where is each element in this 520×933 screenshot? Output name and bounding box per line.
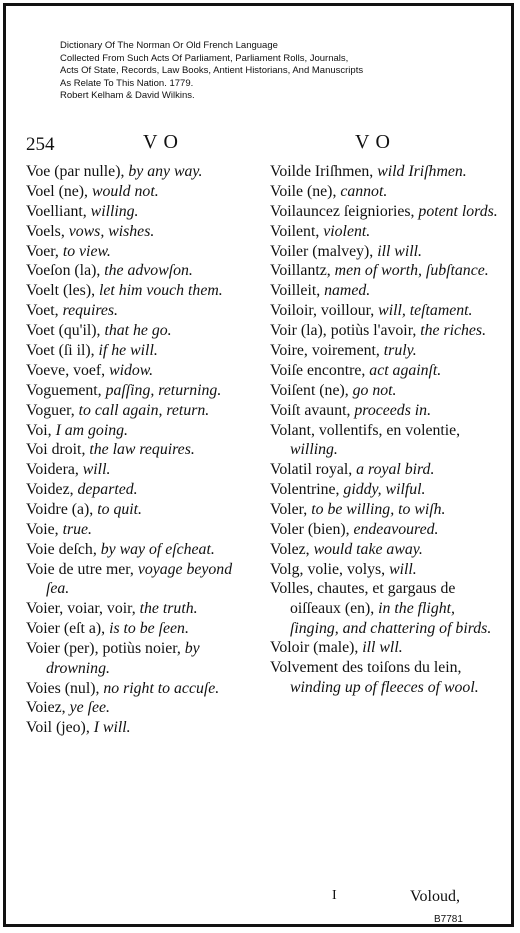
header-line: Collected From Such Acts Of Parliament, Parliament Rolls, Journals, (60, 52, 349, 64)
dictionary-entry (270, 560, 504, 580)
dictionary-entry (26, 381, 258, 401)
entry-term: Voiler (malvey), (270, 242, 378, 260)
entry-definition: the riches. (420, 322, 487, 340)
entry-term: Voe (par nulle), (26, 163, 129, 180)
entry-term: Voie, (26, 521, 63, 539)
entry-definition: giddy, wilful. (343, 480, 426, 498)
entry-definition: the truth. (139, 600, 198, 618)
entry-term: Voier (per), potiùs noier, (26, 640, 185, 658)
entry-definition: paſſing, returning. (105, 381, 222, 399)
entry-term: Voile (ne), (270, 182, 341, 200)
entry-term: Voelt (les), (26, 282, 99, 300)
dictionary-entry (270, 460, 504, 480)
entry-term: Volatil royal, (270, 461, 357, 479)
dictionary-entry (26, 182, 258, 202)
entry-term: Voilde Iriſhmen, (270, 163, 378, 180)
signature-mark: I (332, 888, 337, 903)
header-line: Acts Of State, Records, Law Books, Antient Historians, And Manuscripts (60, 65, 364, 77)
entry-definition: proceeds in. (354, 401, 432, 419)
dictionary-entry (270, 341, 504, 361)
entry-term: Volvement des toiſons du lein, (270, 659, 462, 677)
dictionary-entry (26, 718, 258, 738)
dictionary-entry (26, 460, 258, 480)
entry-definition: by any way. (128, 163, 203, 180)
entry-term: Volant, vollentifs, en volentie, (270, 421, 461, 439)
entry-term: Voeſon (la), (26, 262, 105, 280)
entry-term: Voire, voirement, (270, 342, 384, 360)
right-column (270, 162, 504, 698)
entry-definition: cannot. (340, 182, 388, 200)
dictionary-entry (270, 579, 504, 638)
entry-term: Voilent, (270, 222, 324, 240)
entry-term: Voloir (male), (270, 639, 363, 657)
entry-term: Voler (bien), (270, 520, 354, 538)
right-column-heading: VO (355, 131, 396, 153)
entry-term: Voiloir, voillour, (270, 302, 379, 320)
header-line: As Relate To This Nation. 1779. (60, 77, 194, 89)
dictionary-entry (26, 202, 258, 222)
dictionary-entry (270, 500, 504, 520)
entry-definition: winding up of fleeces of wool. (290, 678, 479, 696)
entry-definition: the advowſon. (104, 262, 193, 280)
entry-term: Voiez, (26, 699, 70, 717)
entry-definition: by drowning. (46, 640, 200, 677)
dictionary-entry (270, 638, 504, 658)
entry-definition: wild Iriſhmen. (377, 163, 467, 180)
dictionary-entry (26, 440, 258, 460)
dictionary-entry (270, 361, 504, 381)
entry-definition: voyage beyond ſea. (46, 560, 233, 598)
dictionary-entry (26, 301, 258, 321)
entry-term: Voidez, (26, 481, 78, 499)
entry-definition: named. (324, 282, 371, 300)
entry-definition: is to be ſeen. (109, 620, 189, 638)
entry-definition: in the flight, ſinging, and chattering of birds. (290, 600, 492, 637)
entry-term: Voier (eſt a), (26, 620, 110, 638)
dictionary-entry (26, 162, 258, 182)
header-line: Dictionary Of The Norman Or Old French Language (60, 40, 278, 51)
entry-term: Voi droit, (26, 441, 90, 459)
entry-term: Voil (jeo), (26, 719, 94, 737)
dictionary-entry (26, 421, 258, 441)
dictionary-entry (26, 500, 258, 520)
entry-term: Voier, voiar, voir, (26, 600, 140, 618)
entry-term: Voet, (26, 302, 63, 320)
dictionary-entry (26, 599, 258, 619)
dictionary-entry (26, 242, 258, 262)
dictionary-entry (270, 381, 504, 401)
dictionary-entry (270, 480, 504, 500)
entry-term: Voilleit, (270, 282, 325, 300)
entry-term: Voelliant, (26, 202, 91, 220)
entry-term: Voeve, voef, (26, 361, 110, 379)
entry-definition: if he will. (98, 342, 158, 360)
entry-definition: act againſt. (369, 361, 442, 379)
dictionary-entry (270, 242, 504, 262)
entry-definition: go not. (352, 381, 397, 399)
entry-definition: departed. (77, 481, 138, 499)
dictionary-entry (26, 698, 258, 718)
dictionary-entry (26, 679, 258, 699)
entry-definition: will. (389, 560, 417, 578)
dictionary-entry (26, 222, 258, 242)
entry-definition: willing. (90, 202, 139, 220)
dictionary-entry (26, 401, 258, 421)
entry-definition: requires. (62, 302, 119, 320)
entry-definition: a royal bird. (356, 461, 435, 479)
dictionary-entry (26, 281, 258, 301)
entry-definition: to quit. (97, 501, 142, 519)
entry-definition: violent. (323, 222, 371, 240)
dictionary-entry (26, 261, 258, 281)
entry-term: Voiſt avaunt, (270, 401, 355, 419)
entry-term: Voi, (26, 421, 56, 439)
dictionary-entry (270, 301, 504, 321)
dictionary-entry (270, 658, 504, 697)
entry-definition: ye ſee. (69, 699, 110, 717)
catchword: Voloud, (410, 888, 460, 905)
entry-definition: let him vouch them. (98, 282, 223, 300)
entry-definition: by way of eſcheat. (100, 540, 215, 558)
entry-term: Voir (la), potiùs l'avoir, (270, 322, 421, 340)
entry-term: Voler, (270, 500, 312, 518)
entry-definition: would take away. (313, 540, 423, 558)
entry-term: Volles, chautes, et gargaus de oiſſeaux (en), (270, 580, 456, 617)
entry-term: Voillantz, (270, 262, 335, 280)
left-column (26, 162, 258, 738)
dictionary-entry (270, 520, 504, 540)
entry-definition: will. (82, 461, 111, 479)
entry-definition: ill wll. (362, 639, 403, 657)
dictionary-entry (26, 520, 258, 540)
entry-term: Volentrine, (270, 480, 344, 498)
entry-term: Voiſent (ne), (270, 381, 353, 399)
image-stamp: B7781 (434, 914, 463, 925)
entry-definition: no right to accuſe. (103, 679, 220, 697)
entry-term: Volez, (270, 540, 314, 558)
dictionary-entry (270, 182, 504, 202)
dictionary-entry (270, 162, 504, 182)
entry-definition: true. (62, 521, 92, 539)
entry-term: Voiſe encontre, (270, 361, 370, 379)
entry-term: Voet (qu'il), (26, 322, 105, 340)
dictionary-entry (26, 321, 258, 341)
entry-term: Voels, (26, 222, 69, 240)
entry-term: Voguement, (26, 381, 106, 399)
entry-term: Voie deſch, (26, 540, 101, 558)
entry-term: Voie de utre mer, (26, 560, 138, 578)
dictionary-entry (270, 222, 504, 242)
entry-definition: will, teſtament. (378, 302, 473, 320)
entry-term: Voguer, (26, 401, 79, 419)
left-column-heading: VO (143, 131, 184, 153)
entry-definition: would not. (91, 182, 159, 200)
dictionary-entry (270, 261, 504, 281)
dictionary-entry (26, 361, 258, 381)
entry-term: Voies (nul), (26, 679, 104, 697)
entry-definition: that he go. (104, 322, 172, 340)
dictionary-entry (270, 202, 504, 222)
document-header (60, 40, 500, 103)
entry-term: Voidera, (26, 461, 83, 479)
entry-definition: to call again, return. (78, 401, 210, 419)
entry-definition: truly. (383, 342, 417, 360)
entry-definition: widow. (109, 361, 154, 379)
header-line: Robert Kelham & David Wilkins. (60, 90, 195, 102)
dictionary-entry (26, 619, 258, 639)
entry-definition: ill will. (377, 242, 422, 260)
entry-term: Voer, (26, 242, 63, 260)
dictionary-entry (270, 540, 504, 560)
dictionary-entry (26, 639, 258, 678)
entry-definition: endeavoured. (353, 520, 439, 538)
entry-definition: I will. (93, 719, 131, 737)
dictionary-entry (26, 341, 258, 361)
dictionary-entry (26, 560, 258, 599)
entry-definition: to be willing, to wiſh. (311, 500, 446, 518)
entry-definition: to view. (62, 242, 111, 260)
entry-definition: the law requires. (89, 441, 195, 459)
dictionary-entry (270, 421, 504, 460)
entry-term: Voilauncez ſeigniories, (270, 202, 419, 220)
entry-definition: I am going. (55, 421, 128, 439)
dictionary-entry (270, 401, 504, 421)
entry-term: Volg, volie, volys, (270, 560, 390, 578)
entry-term: Voidre (a), (26, 501, 98, 519)
entry-definition: potent lords. (418, 202, 498, 220)
entry-term: Voel (ne), (26, 182, 92, 200)
dictionary-entry (26, 480, 258, 500)
dictionary-entry (26, 540, 258, 560)
entry-definition: vows, wishes. (68, 222, 155, 240)
dictionary-entry (270, 281, 504, 301)
dictionary-entry (270, 321, 504, 341)
page-number: 254 (26, 134, 55, 155)
entry-definition: willing. (290, 441, 338, 459)
entry-definition: men of worth, ſubſtance. (334, 262, 489, 280)
entry-term: Voet (ſi il), (26, 342, 99, 360)
